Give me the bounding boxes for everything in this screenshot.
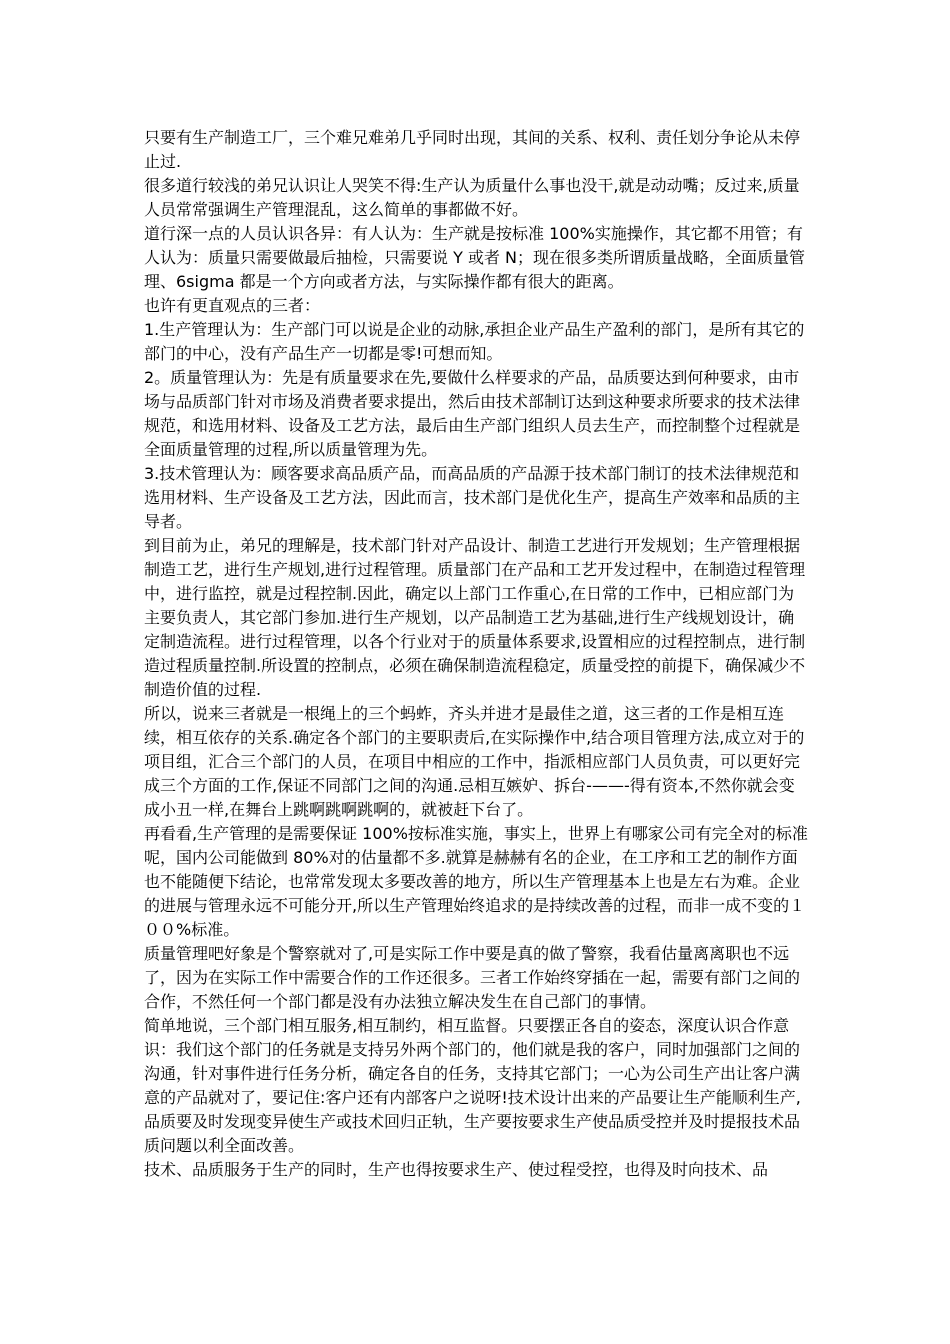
paragraph-2: 很多道行较浅的弟兄认识让人哭笑不得:生产认为质量什么事也没干,就是动动嘴；反过来,质量人员常常强调生产管理混乱，这么简单的事都做不好。 [144, 176, 800, 219]
paragraph-10: 再看看,生产管理的是需要保证 100%按标准实施，事实上，世界上有哪家公司有完全对的标准呢，国内公司能做到 80%对的估量都不多.就算是赫赫有名的企业，在工序和工艺的制作方面也不能随便下结论，也常常发现太多要改善的地方，所以生产管理基本上也是左右为难。企业的进展与管理永远不可能分开,所以生产管理始终追求的是持续改善的过程，而非一成不变的１００%标准。 [144, 824, 808, 939]
document-body [144, 126, 808, 1182]
paragraph-8: 到目前为止，弟兄的理解是，技术部门针对产品设计、制造工艺进行开发规划；生产管理根据制造工艺，进行生产规划,进行过程管理。质量部门在产品和工艺开发过程中，在制造过程管理中，进行监控，就是过程控制.因此，确定以上部门工作重心,在日常的工作中，已相应部门为主要负责人，其它部门参加.进行生产规划，以产品制造工艺为基础,进行生产线规划设计，确定制造流程。进行过程管理，以各个行业对于的质量体系要求,设置相应的过程控制点，进行制造过程质量控制.所设置的控制点，必须在确保制造流程稳定，质量受控的前提下，确保减少不制造价值的过程. [144, 536, 806, 699]
paragraph-9: 所以，说来三者就是一根绳上的三个蚂蚱，齐头并进才是最佳之道，这三者的工作是相互连续，相互依存的关系.确定各个部门的主要职责后,在实际操作中,结合项目管理方法,成立对于的项目组，汇合三个部门的人员，在项目中相应的工作中，指派相应部门人员负责，可以更好完成三个方面的工作,保证不同部门之间的沟通.忌相互嫉妒、拆台-——-得有资本,不然你就会变成小丑一样,在舞台上跳啊跳啊跳啊的，就被赶下台了。 [144, 704, 805, 819]
paragraph-1: 只要有生产制造工厂，三个难兄难弟几乎同时出现，其间的关系、权利、责任划分争论从未停止过. [144, 128, 801, 171]
paragraph-7: 3.技术管理认为：顾客要求高品质产品，而高品质的产品源于技术部门制订的技术法律规范和选用材料、生产设备及工艺方法，因此而言，技术部门是优化生产，提高生产效率和品质的主导者。 [144, 464, 801, 531]
paragraph-12: 简单地说，三个部门相互服务,相互制约，相互监督。只要摆正各自的姿态，深度认识合作意识：我们这个部门的任务就是支持另外两个部门的，他们就是我的客户，同时加强部门之间的沟通，针对事件进行任务分析，确定各自的任务，支持其它部门；一心为公司生产出让客户满意的产品就对了，要记住:客户还有内部客户之说呀!技术设计出来的产品要让生产能顺利生产,品质要及时发现变异使生产或技术回归正轨，生产要按要求生产使品质受控并及时提报技术品质问题以利全面改善。 [144, 1016, 801, 1155]
paragraph-11: 质量管理吧好象是个警察就对了,可是实际工作中要是真的做了警察，我看估量离离职也不远了，因为在实际工作中需要合作的工作还很多。三者工作始终穿插在一起，需要有部门之间的合作，不然任何一个部门都是没有办法独立解决发生在自己部门的事情。 [144, 944, 801, 1011]
paragraph-6: 2。质量管理认为：先是有质量要求在先,要做什么样要求的产品，品质要达到何种要求，由市场与品质部门针对市场及消费者要求提出，然后由技术部制订达到这种要求所要求的技术法律规范，和选用材料、设备及工艺方法，最后由生产部门组织人员去生产，而控制整个过程就是全面质量管理的过程,所以质量管理为先。 [144, 368, 801, 459]
paragraph-13: 技术、品质服务于生产的同时，生产也得按要求生产、使过程受控，也得及时向技术、品 [144, 1160, 769, 1179]
paragraph-5: 1.生产管理认为：生产部门可以说是企业的动脉,承担企业产品生产盈利的部门，是所有其它的部门的中心，没有产品生产一切都是零!可想而知。 [144, 320, 805, 363]
paragraph-4: 也许有更直观点的三者： [144, 296, 321, 315]
paragraph-3: 道行深一点的人员认识各异：有人认为：生产就是按标准 100%实施操作，其它都不用管；有人认为：质量只需要做最后抽检，只需要说 Y 或者 N；现在很多类所谓质量战略，全面质量管理、6sigma 都是一个方向或者方法，与实际操作都有很大的距离。 [144, 224, 806, 291]
